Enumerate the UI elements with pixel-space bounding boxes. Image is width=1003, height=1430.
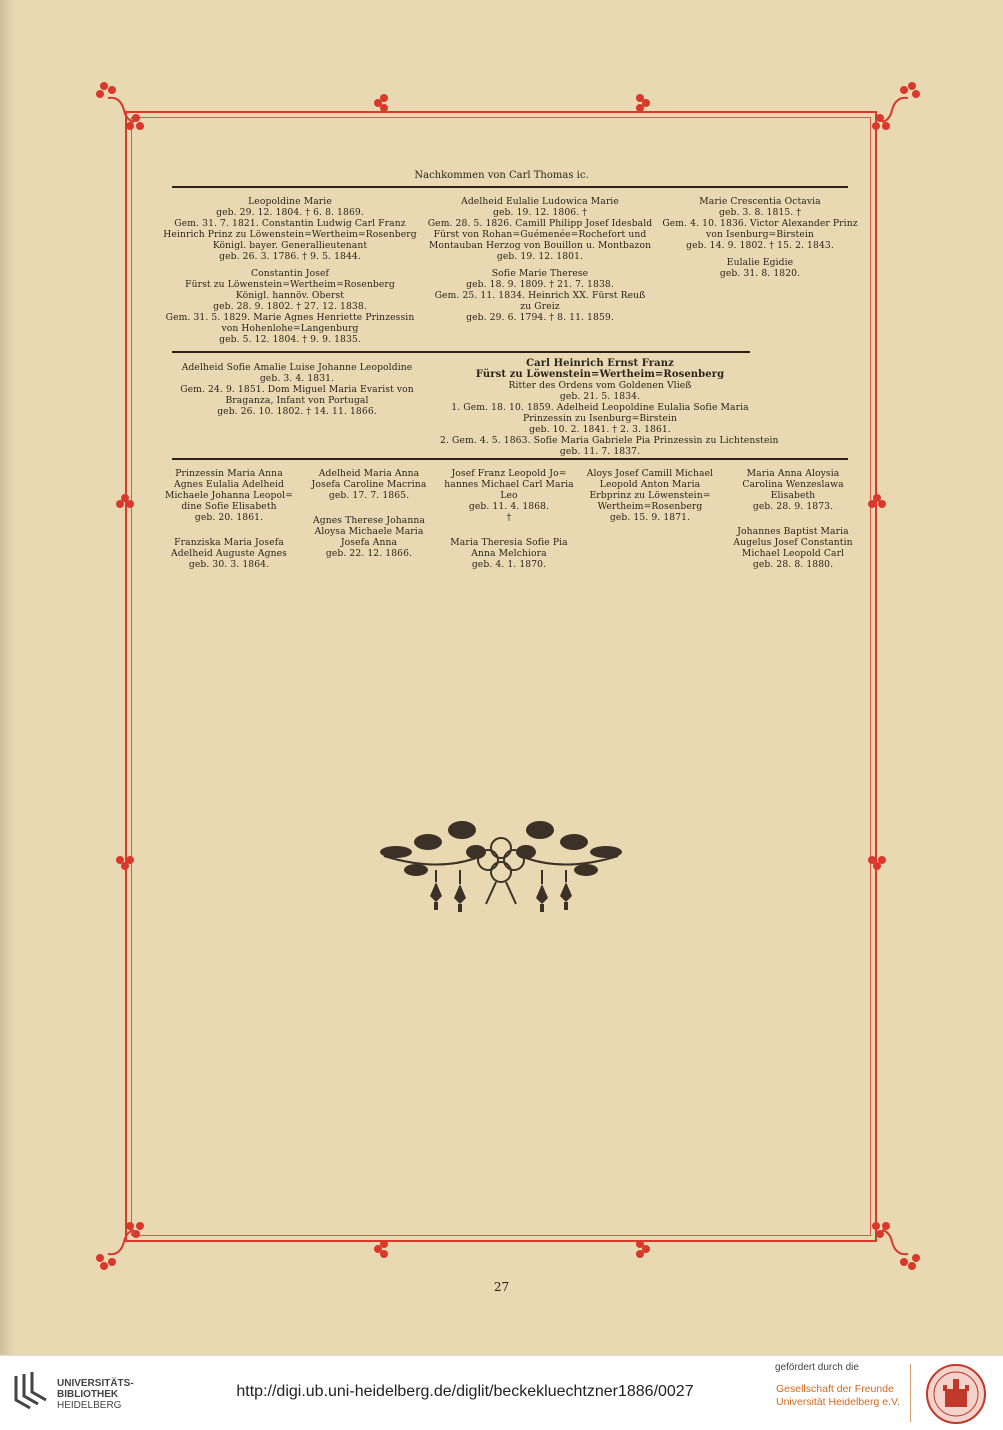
entry-line: geb. 21. 5. 1834.	[559, 391, 641, 402]
entry-line: Josefa Anna	[340, 537, 398, 548]
sponsor-line: Universität Heidelberg e.V.	[776, 1396, 900, 1408]
genealogy-rule-1	[172, 186, 848, 188]
entry-line: geb. 26. 3. 1786. † 9. 5. 1844.	[219, 251, 361, 262]
entry-line: geb. 30. 3. 1864.	[188, 559, 270, 570]
entry-line: Adelheid Auguste Agnes	[171, 548, 287, 559]
entry-line: Agnes Therese Johanna	[313, 515, 425, 526]
entry-line: Gem. 24. 9. 1851. Dom Miguel Maria Evarist von	[180, 384, 414, 395]
family-block	[160, 196, 420, 345]
sponsor-prefix: gefördert durch die	[775, 1362, 859, 1373]
entry-line: Leopoldine Marie	[248, 196, 332, 207]
family-block	[660, 196, 860, 279]
family-block	[722, 468, 864, 570]
entry-line: Josef Franz Leopold Jo=	[451, 468, 567, 479]
entry-line: Maria Anna Aloysia	[746, 468, 840, 479]
entry-line: Adelheid Eulalie Ludowica Marie	[461, 196, 619, 207]
entry-line: Gem. 28. 5. 1826. Camill Philipp Josef Idesbald	[427, 218, 653, 229]
entry-line: Franziska Maria Josefa	[174, 537, 284, 548]
entry-line: Ritter des Ordens vom Goldenen Vließ	[508, 380, 692, 391]
page-heading: Nachkommen von Carl Thomas ic.	[414, 170, 589, 181]
entry-line: Johannes Baptist Maria	[737, 526, 849, 537]
entry-line: Aloysa Michaele Maria	[314, 526, 424, 537]
entry-line: geb. 22. 12. 1866.	[325, 548, 413, 559]
main-person-name: Carl Heinrich Ernst Franz	[526, 358, 674, 369]
sponsor-name	[776, 1383, 900, 1409]
library-line: UNIVERSITÄTS-	[57, 1378, 134, 1389]
entry-line: geb. 15. 9. 1871.	[609, 512, 691, 523]
entry-line: geb. 14. 9. 1802. † 15. 2. 1843.	[686, 240, 834, 251]
entry-line: Anna Melchiora	[471, 548, 547, 559]
entry-line: Sofie Marie Therese	[491, 268, 589, 279]
entry-line: geb. 4. 1. 1870.	[471, 559, 547, 570]
clover-ornament-icon	[114, 848, 136, 874]
clover-ornament-icon	[114, 490, 136, 516]
viewer-footer	[0, 1355, 1003, 1430]
entry-line: Gem. 31. 5. 1829. Marie Agnes Henriette Prinzessin	[165, 312, 415, 323]
entry-line: von Isenburg=Birstein	[706, 229, 814, 240]
entry-line: Michaele Johanna Leopol=	[165, 490, 293, 501]
library-line: HEIDELBERG	[57, 1400, 122, 1411]
entry-line: Maria Theresia Sofie Pia	[450, 537, 568, 548]
genealogy-rule-2	[172, 351, 750, 353]
clover-ornament-icon	[628, 92, 654, 114]
entry-line: von Hohenlohe=Langenburg	[221, 323, 359, 334]
entry-line: geb. 11. 7. 1837.	[559, 446, 641, 457]
document-url-link[interactable]: http://digi.ub.uni-heidelberg.de/diglit/beckekluechtzner1886/0027	[236, 1383, 694, 1400]
entry-line: †	[506, 512, 512, 523]
entry-line: Augelus Josef Constantin	[733, 537, 853, 548]
entry-line: Montauban Herzog von Bouillon u. Montbazon	[428, 240, 652, 251]
entry-line: Josefa Caroline Macrina	[311, 479, 427, 490]
entry-line: geb. 3. 4. 1831.	[259, 373, 335, 384]
page-edge	[0, 0, 14, 1355]
entry-line: Fürst zu Löwenstein=Wertheim=Rosenberg	[185, 279, 395, 290]
entry-line: Eulalie Egidie	[726, 257, 794, 268]
sponsor-line: Gesellschaft der Freunde	[776, 1383, 894, 1395]
family-block	[160, 468, 298, 570]
entry-line: geb. 3. 8. 1815. †	[718, 207, 802, 218]
clover-ornament-icon	[370, 1238, 396, 1260]
entry-line: Leopold Anton Maria	[599, 479, 701, 490]
entry-line: Adelheid Maria Anna	[318, 468, 420, 479]
family-block	[440, 468, 578, 570]
entry-line: geb. 28. 9. 1802. † 27. 12. 1838.	[213, 301, 367, 312]
entry-line: Carolina Wenzeslawa	[742, 479, 844, 490]
entry-line: Braganza, Infant von Portugal	[225, 395, 369, 406]
entry-line: Prinzessin Maria Anna	[175, 468, 283, 479]
entry-line: Adelheid Sofie Amalie Luise Johanne Leopoldine	[181, 362, 413, 373]
entry-line: geb. 19. 12. 1801.	[496, 251, 584, 262]
entry-line: geb. 19. 12. 1806. †	[493, 207, 587, 218]
genealogy-rule-3	[172, 458, 848, 460]
clover-ornament-icon	[866, 1216, 926, 1276]
entry-line: Leo	[500, 490, 518, 501]
entry-line: Constantin Josef	[250, 268, 330, 279]
clover-ornament-icon	[866, 848, 888, 874]
entry-line: geb. 17. 7. 1865.	[328, 490, 410, 501]
entry-line: geb. 26. 10. 1802. † 14. 11. 1866.	[217, 406, 377, 417]
family-block	[162, 362, 432, 417]
entry-line: Fürst von Rohan=Guémenée=Rochefort und	[433, 229, 647, 240]
entry-line: Agnes Eulalia Adelheid	[173, 479, 285, 490]
family-block	[422, 196, 658, 323]
entry-line: Prinzessin zu Isenburg=Birstein	[523, 413, 677, 424]
clover-ornament-icon	[370, 92, 396, 114]
entry-line: Aloys Josef Camill Michael	[586, 468, 714, 479]
fuchsia-vignette-icon	[376, 812, 626, 916]
entry-line: Gem. 31. 7. 1821. Constantin Ludwig Carl Franz	[174, 218, 406, 229]
family-block-main	[440, 358, 779, 457]
page-number: 27	[493, 1280, 510, 1294]
clover-ornament-icon	[628, 1238, 654, 1260]
entry-line: geb. 11. 4. 1868.	[468, 501, 550, 512]
university-seal-icon	[925, 1363, 987, 1425]
entry-line: geb. 5. 12. 1804. † 9. 9. 1835.	[219, 334, 361, 345]
entry-line: Erbprinz zu Löwenstein=	[589, 490, 711, 501]
entry-line: geb. 31. 8. 1820.	[719, 268, 801, 279]
family-block	[300, 468, 438, 559]
entry-line: geb. 29. 6. 1794. † 8. 11. 1859.	[466, 312, 614, 323]
entry-line: geb. 29. 12. 1804. † 6. 8. 1869.	[216, 207, 364, 218]
entry-line: Gem. 25. 11. 1834. Heinrich XX. Fürst Reuß	[434, 290, 646, 301]
entry-line: zu Greiz	[520, 301, 560, 312]
entry-line: 2. Gem. 4. 5. 1863. Sofie Maria Gabriele Pia Prinzessin zu Lichtenstein	[440, 435, 779, 446]
entry-line: geb. 10. 2. 1841. † 2. 3. 1861.	[529, 424, 671, 435]
entry-line: 1. Gem. 18. 10. 1859. Adelheid Leopoldine Eulalia Sofie Maria	[451, 402, 749, 413]
entry-line: Wertheim=Rosenberg	[597, 501, 703, 512]
entry-line: Michael Leopold Carl	[741, 548, 845, 559]
clover-ornament-icon	[866, 76, 926, 136]
entry-line: hannes Michael Carl Maria	[444, 479, 574, 490]
entry-line: geb. 28. 9. 1873.	[752, 501, 834, 512]
entry-line: Marie Crescentia Octavia	[699, 196, 821, 207]
entry-line: Elisabeth	[770, 490, 816, 501]
main-person-title: Fürst zu Löwenstein=Wertheim=Rosenberg	[475, 369, 725, 380]
library-line: BIBLIOTHEK	[57, 1389, 119, 1400]
entry-line: Gem. 4. 10. 1836. Victor Alexander Prinz	[662, 218, 858, 229]
entry-line: Königl. bayer. Generallieutenant	[212, 240, 368, 251]
clover-ornament-icon	[90, 1216, 150, 1276]
footer-divider	[910, 1364, 911, 1422]
entry-line: dine Sofie Elisabeth	[181, 501, 277, 512]
entry-line: geb. 28. 8. 1880.	[752, 559, 834, 570]
entry-line: Königl. hannöv. Oberst	[235, 290, 345, 301]
family-block	[578, 468, 722, 523]
clover-ornament-icon	[866, 490, 888, 516]
entry-line: geb. 18. 9. 1809. † 21. 7. 1838.	[466, 279, 614, 290]
entry-line: geb. 20. 1861.	[194, 512, 264, 523]
entry-line: Heinrich Prinz zu Löwenstein=Wertheim=Rosenberg	[163, 229, 417, 240]
clover-ornament-icon	[90, 76, 150, 136]
